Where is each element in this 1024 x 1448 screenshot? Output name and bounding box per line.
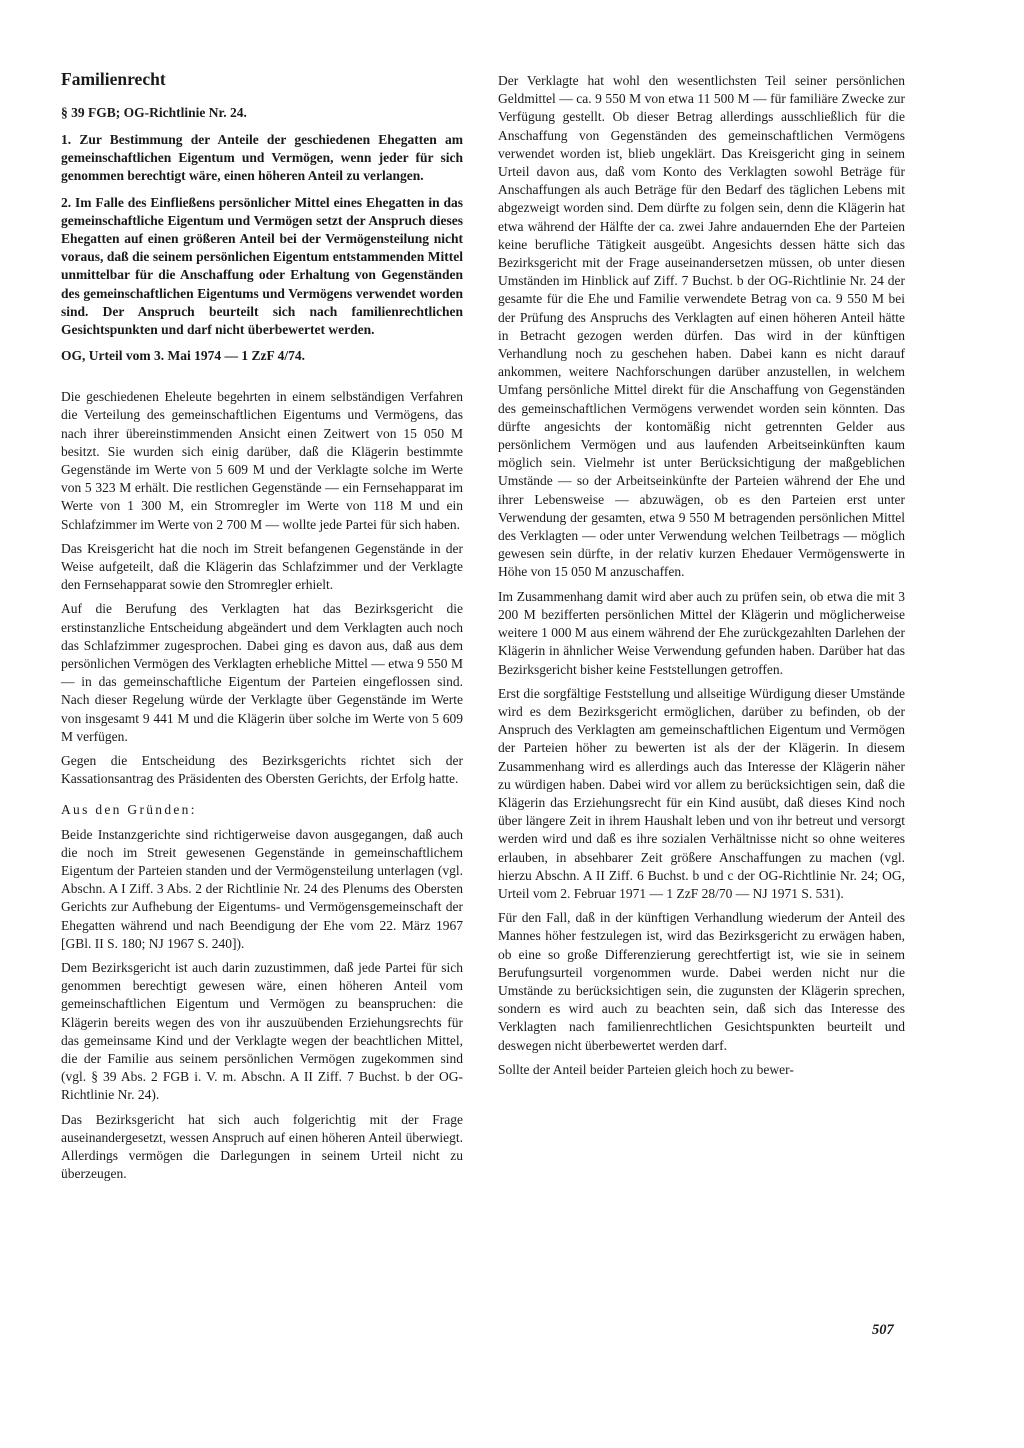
reasons-paragraph-6: Erst die sorgfältige Feststellung und allseitige Würdigung dieser Umstände wird es dem Bezirksgericht ermöglichen, darüber zu befinden, ob der Anspruch des Verklagten am gemeinschaftlichen Eigentum und Vermögen der Parteien höher zu bewerten ist als der der Klägerin. In diesem Zusammenhang wird es allerdings auch das Interesse der Klägerin näher zu würdigen haben. Dabei wird vor allem zu berücksichtigen sein, daß die Klägerin das Erziehungsrecht für ein Kind ausübt, daß dieses Kind noch über längere Zeit in ihrem Haushalt leben und von ihr betreut und versorgt werden wird und daß es ihre sozialen Verhältnisse nicht so ohne weiteres erlauben, in absehbarer Zeit größere Anschaffungen zu machen (vgl. hierzu Abschn. A II Ziff. 6 Buchst. b und c der OG-Richtlinie Nr. 24; OG, Urteil vom 2. Februar 1971 — 1 ZzF 28/70 — NJ 1971 S. 531). [498,685,905,901]
reasons-paragraph-1: Beide Instanzgerichte sind richtigerweise davon ausgegangen, daß auch die noch im Streit gewesenen Gegenstände in gemeinschaftlichem Eigentum der Parteien standen und der Vermögensteilung unterlagen (vgl. Abschn. A I Ziff. 3 Abs. 2 der Richtlinie Nr. 24 des Plenums des Obersten Gerichts zur Aufhebung der Eigentums- und Vermögensgemeinschaft der Ehegatten während und nach Beendigung der Ehe vom 22. März 1967 [GBl. II S. 180; NJ 1967 S. 240]). [61,826,463,951]
facts-paragraph-1: Die geschiedenen Eheleute begehrten in einem selbständigen Verfahren die Verteilung des gemeinschaftlichen Eigentums und Vermögens, das nach ihrer übereinstimmenden Ansicht einen Zeitwert von 15 050 M besitzt. Sie wurden sich einig darüber, daß die Klägerin bestimmte Gegenstände im Werte von 5 609 M und der Verklagte solche im Werte von 5 323 M erhält. Die restlichen Gegenstände — ein Fernsehapparat im Werte von 1 300 M, ein Stromregler im Werte von 118 M und ein Schlafzimmer im Werte von 2 700 M — wollte jede Partei für sich haben. [61,389,463,532]
facts-paragraph-2: Das Kreisgericht hat die noch im Streit befangenen Gegenstände in der Weise aufgeteilt, daß die Klägerin das Schlafzimmer und der Verklagte den Fernsehapparat sowie den Stromregler erhielt. [61,540,463,593]
reasons-paragraph-4: Der Verklagte hat wohl den wesentlichsten Teil seiner persönlichen Geldmittel — ca. 9 550 M von etwa 11 500 M — für familiäre Zwecke zur Verfügung gestellt. Ob dieser Betrag allerdings ausschließlich für die Anschaffung von Gegenständen des gemeinschaftlichen Vermögens verwendet worden ist, blieb ungeklärt. Das Kreisgericht ging in seinem Urteil davon aus, daß vom Konto des Verklagten sowohl Beträge für Anschaffungen als auch Beträge für den Bedarf des täglichen Lebens mit abgezweigt worden sind. Dem dürfte zu folgen sein, denn die Klägerin hat etwa während der Hälfte der ca. zwei Jahre andauernden Ehe der Parteien keine berufliche Tätigkeit ausgeübt. Angesichts dessen hätte sich das Bezirksgericht mit der Frage auseinandersetzen müssen, ob unter diesen Umständen im Hinblick auf Ziff. 7 Buchst. b der OG-Richtlinie Nr. 24 der gesamte für die Ehe und Familie verwendete Betrag von ca. 9 550 M bei der Prüfung des Anspruchs des Verklagten auf einen höheren Anteil hätte in Betracht gezogen werden dürfen. Das wird in der künftigen Verhandlung noch zu geschehen haben. Dabei kann es nicht darauf ankommen, weitere Nachforschungen darüber anzustellen, in welchem Umfang persönliche Mittel direkt für die Anschaffung von Gegenständen des gemeinschaftlichen Vermögens verwendet worden sein könnten. Das dürfte angesichts der kontomäßig nicht getrennten Gelder aus persönlichem Vermögen und aus laufenden Arbeitseinkünften kaum möglich sein. Vielmehr ist unter Berücksichtigung der maßgeblichen Umstände — so der Arbeitseinkünfte der Parteien während der Ehe und ihrer Lebensweise — abzuwägen, ob es den Parteien erst unter Verwendung der gesamten, etwa 9 550 M betragenden persönlichen Mittel des Verklagten — oder unter Verwendung welchen Teilbetrags — möglich gewesen sein dürfte, in der relativ kurzen Ehedauer Vermögenswerte in Höhe von 15 050 M anzuschaffen. [498,73,905,580]
reasons-paragraph-8: Sollte der Anteil beider Parteien gleich hoch zu bewer- [498,1061,794,1077]
facts-paragraph-3: Auf die Berufung des Verklagten hat das Bezirksgericht die erstinstanzliche Entscheidung abgeändert und dem Verklagten auch noch das Schlafzimmer zugesprochen. Dabei ging es davon aus, daß aus dem persönlichen Vermögen des Verklagten erhebliche Mittel — etwa 9 550 M — in das gemeinschaftliche Eigentum der Parteien eingeflossen sind. Nach dieser Regelung würde der Verklagte über Gegenstände im Werte von insgesamt 9 441 M und die Klägerin über solche im Werte von 5 609 M verfügen. [61,601,463,744]
headnote-2: 2. Im Falle des Einfließens persönlicher Mittel eines Ehegatten in das gemeinschaftliche Eigentum und Vermögen setzt der Anspruch dieses Ehegatten auf einen größeren Anteil bei der Vermögensteilung nicht voraus, daß die seinem persönlichen Eigentum entstammenden Mittel unmittelbar für die Anschaffung oder Erhaltung von Gegenständen des gemeinschaftlichen Eigentums und Vermögens verwendet worden sind. Der Anspruch beurteilt sich nach familienrechtlichen Gesichtspunkten und darf nicht überbewertet werden. [61,194,463,338]
right-column [498,60,905,1085]
citation: OG, Urteil vom 3. Mai 1974 — 1 ZzF 4/74. [61,348,305,364]
page-number: 507 [872,1322,894,1338]
section-title: Familienrecht [61,69,166,89]
reasons-paragraph-2: Dem Bezirksgericht ist auch darin zuzustimmen, daß jede Partei für sich genommen berechtigt gewesen wäre, einen höheren Anteil vom gemeinschaftlichen Eigentum und Vermögen zu beanspruchen: die Klägerin bereits wegen des von ihr auszuübenden Erziehungsrechts für das gemeinsame Kind und der Verklagte wegen der beachtlichen Mittel, die der Familie aus seinem persönlichen Vermögen zugekommen sind (vgl. § 39 Abs. 2 FGB i. V. m. Abschn. A II Ziff. 7 Buchst. b der OG-Richtlinie Nr. 24). [61,959,463,1103]
facts-paragraph-4: Gegen die Entscheidung des Bezirksgerichts richtet sich der Kassationsantrag des Präsidenten des Obersten Gerichts, der Erfolg hatte. [61,753,463,787]
left-column [61,60,463,1189]
reasons-heading: Aus den Gründen: [61,801,197,817]
headnote-1: 1. Zur Bestimmung der Anteile der geschiedenen Ehegatten am gemeinschaftlichen Eigentum und Vermögen, wenn jeder für sich genommen berechtigt wäre, einen höheren Anteil zu verlangen. [61,132,463,184]
reasons-paragraph-5: Im Zusammenhang damit wird aber auch zu prüfen sein, ob etwa die mit 3 200 M bezifferten persönlichen Mittel der Klägerin und möglicherweise weitere 1 000 M aus einem während der Ehe zurückgezahlten Darlehen der Klägerin in ähnlicher Weise Verwendung gefunden haben. Darüber hat das Bezirksgericht bisher keine Feststellungen getroffen. [498,588,905,677]
reasons-paragraph-7: Für den Fall, daß in der künftigen Verhandlung wiederum der Anteil des Mannes höher festzulegen ist, wird das Bezirksgericht zu erwägen haben, ob eine so große Differenzierung gerechtfertigt ist, wie sie in seinem Berufungsurteil vorgenommen wurde. Dabei werden nicht nur die Umstände zu berücksichtigen sein, die zugunsten der Klägerin sprechen, sondern es wird auch zu beachten sein, daß sich das Interesse des Verklagten nach familienrechtlichen Gesichtspunkten beurteilt und deswegen nicht überbewertet werden darf. [498,910,905,1053]
reasons-paragraph-3: Das Bezirksgericht hat sich auch folgerichtig mit der Frage auseinandergesetzt, wessen Anspruch auf einen höheren Anteil überwiegt. Allerdings vermögen die Darlegungen in seinem Urteil nicht zu überzeugen. [61,1111,463,1182]
law-reference: § 39 FGB; OG-Richtlinie Nr. 24. [61,105,247,120]
spacer [61,374,463,388]
